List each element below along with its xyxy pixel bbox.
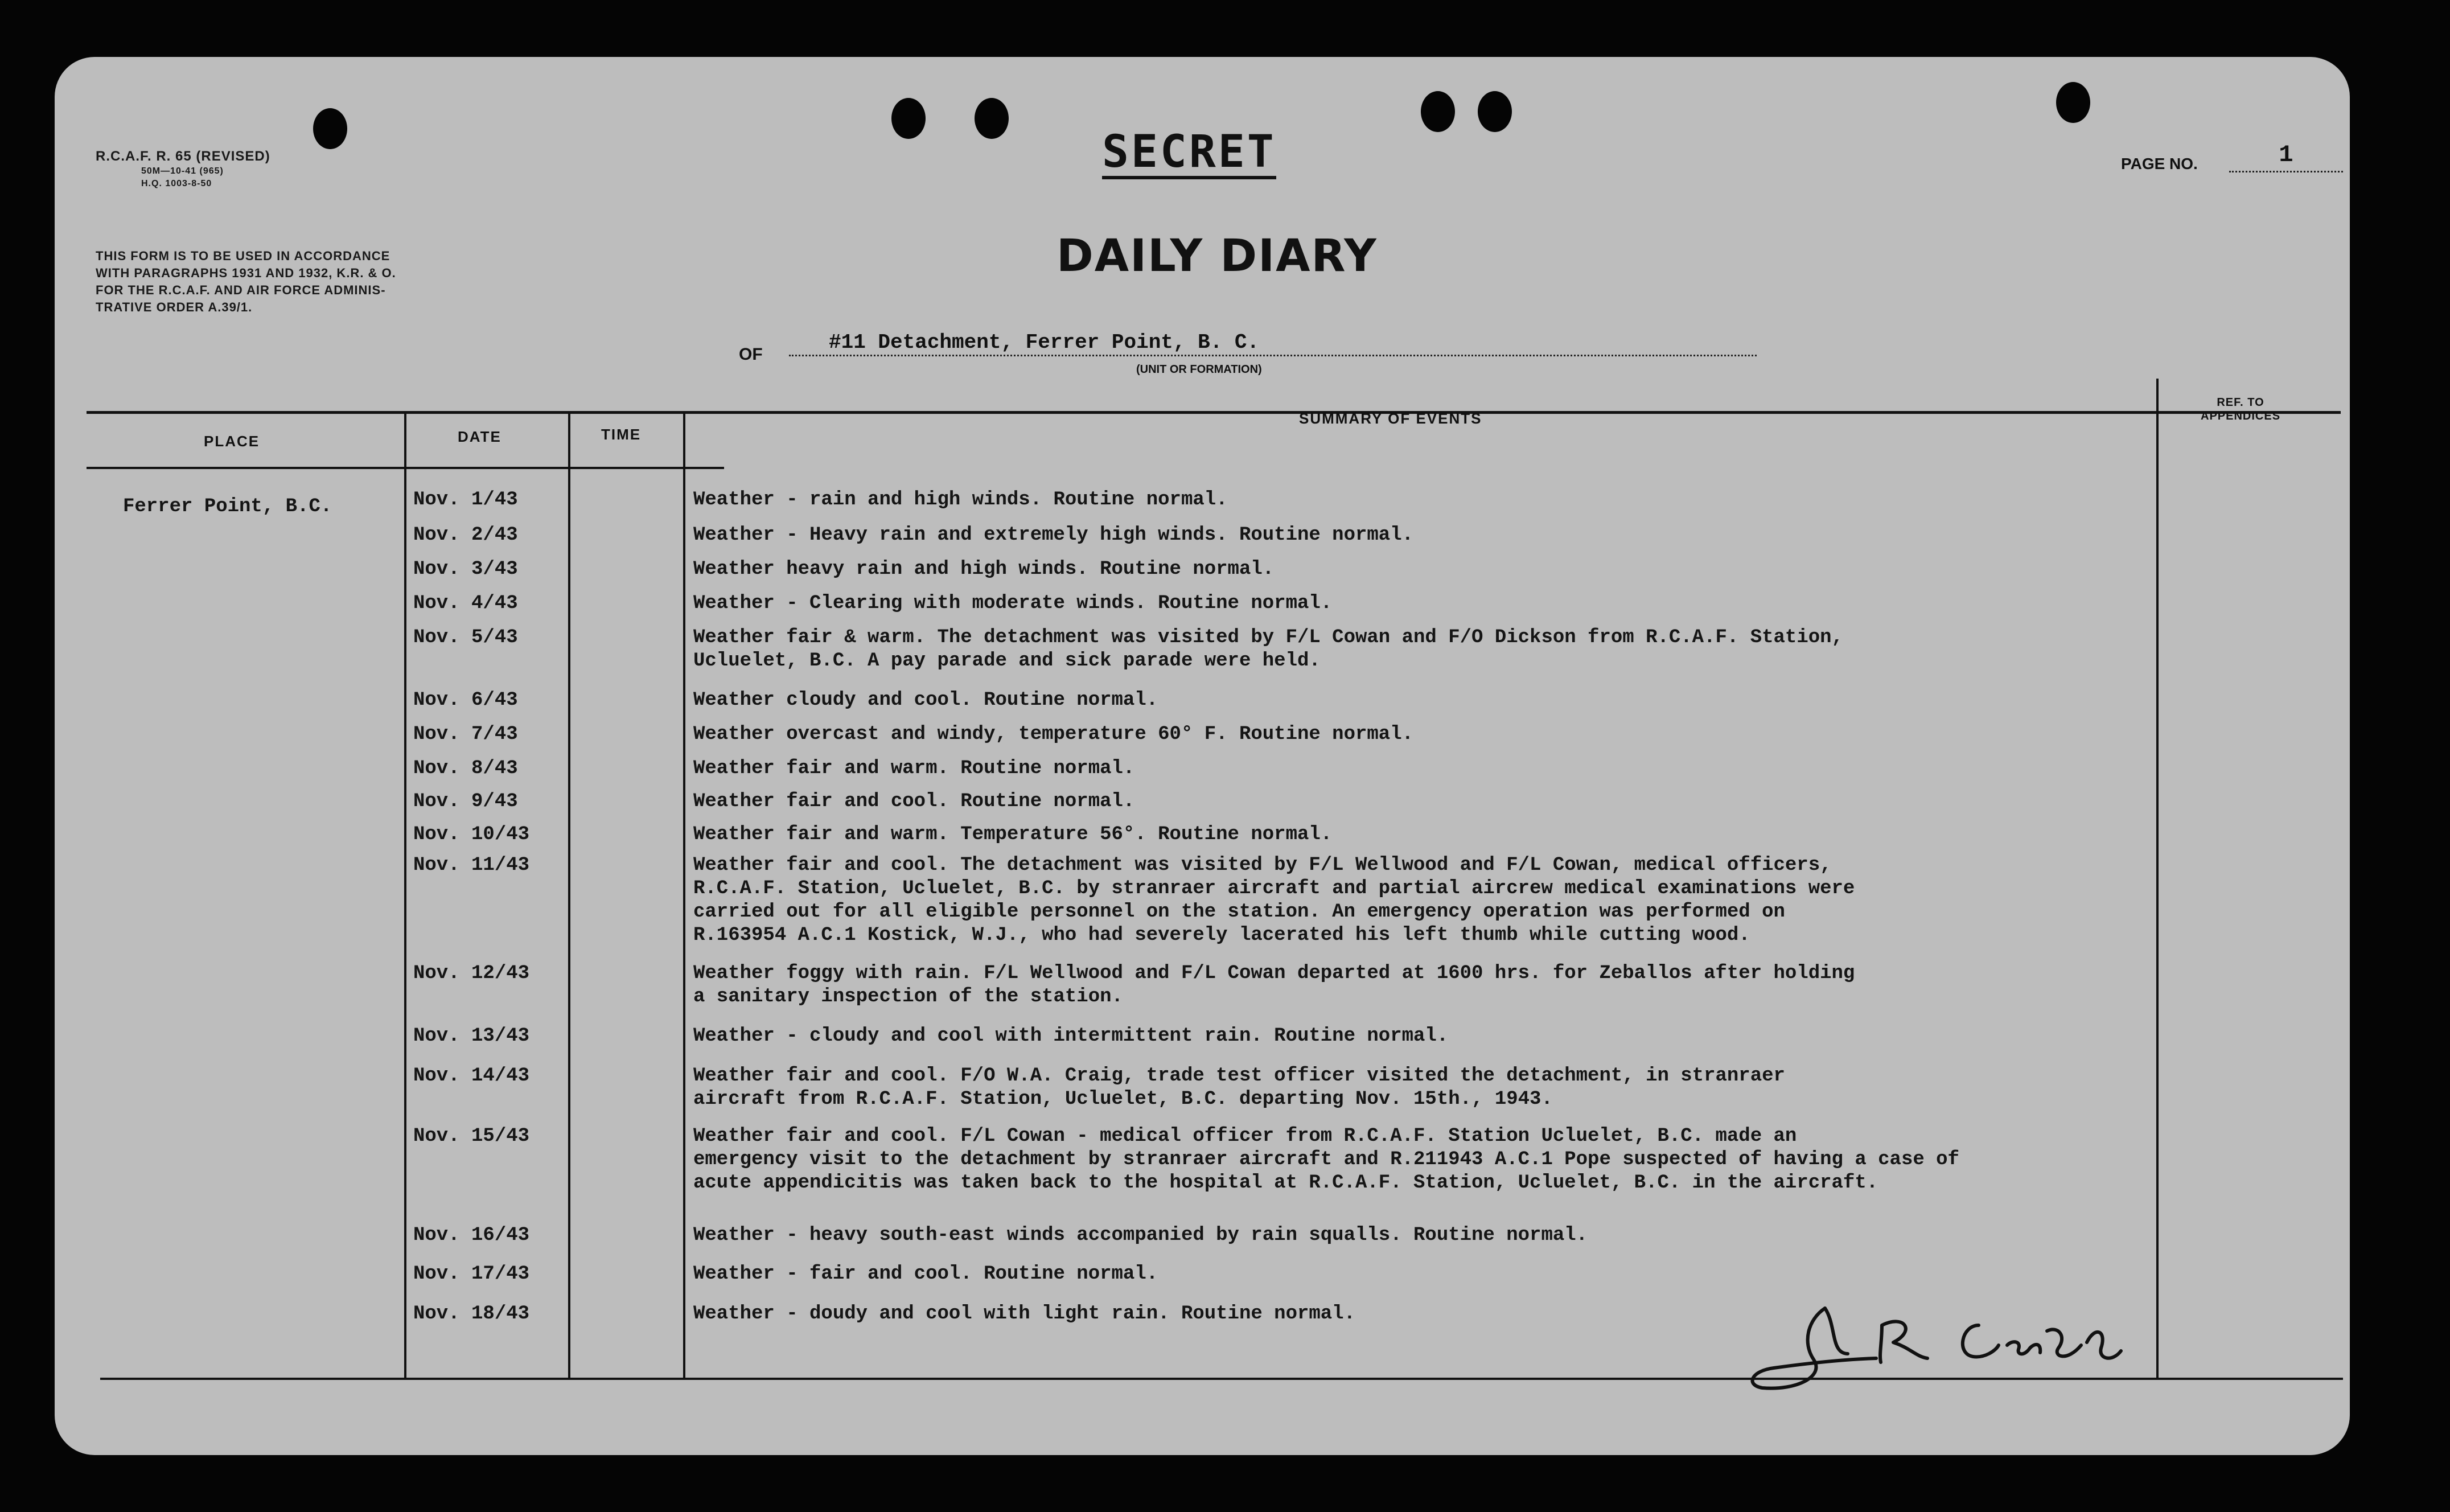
column-divider (683, 413, 685, 1378)
entry-date: Nov. 11/43 (413, 854, 530, 876)
form-code (96, 148, 270, 190)
instruction-line: WITH PARAGRAPHS 1931 AND 1932, K.R. & O. (96, 266, 396, 280)
diary-form-card (55, 57, 2350, 1455)
entry-line: Weather fair & warm. The detachment was visited by F/L Cowan and F/O Dickson from R.C.A.F. Station, (693, 627, 1843, 648)
appendices-header-line: REF. TO (2217, 396, 2264, 409)
place-cell: Ferrer Point, B.C. (123, 496, 332, 517)
column-header-time: TIME (601, 426, 642, 443)
punch-hole (313, 108, 347, 149)
entry-line: acute appendicitis was taken back to the hospital at R.C.A.F. Station, Ucluelet, B.C. in the aircraft. (693, 1172, 1878, 1194)
punch-hole (1478, 91, 1512, 132)
entry-line: carried out for all eligible personnel on the station. An emergency operation was performed on (693, 901, 1785, 923)
entry-date: Nov. 8/43 (413, 758, 518, 779)
entry-date: Nov. 3/43 (413, 558, 518, 580)
entry-line: Weather - heavy south-east winds accompanied by rain squalls. Routine normal. (693, 1225, 1588, 1246)
entry-date: Nov. 7/43 (413, 724, 518, 745)
form-code-line: H.Q. 1003-8-50 (141, 179, 212, 188)
entry-line: Weather - rain and high winds. Routine normal. (693, 489, 1228, 511)
page-number-label: PAGE NO. (2121, 155, 2198, 172)
appendices-header-line: APPENDICES (2201, 410, 2281, 422)
entry-line: Weather fair and cool. F/L Cowan - medical officer from R.C.A.F. Station Ucluelet, B.C. made an (693, 1125, 1797, 1147)
entry-date: Nov. 18/43 (413, 1303, 530, 1325)
column-header-summary: SUMMARY OF EVENTS (1299, 410, 1482, 427)
entry-date: Nov. 13/43 (413, 1025, 530, 1047)
entry-date: Nov. 6/43 (413, 689, 518, 711)
instruction-line: TRATIVE ORDER A.39/1. (96, 300, 253, 314)
entry-line: emergency visit to the detachment by stranraer aircraft and R.211943 A.C.1 Pope suspected of having a case of (693, 1149, 1959, 1170)
entry-line: Weather foggy with rain. F/L Wellwood and F/L Cowan departed at 1600 hrs. for Zeballos after holding (693, 963, 1855, 984)
entry-line: Weather - fair and cool. Routine normal. (693, 1263, 1158, 1285)
form-instructions (96, 248, 396, 316)
entry-date: Nov. 9/43 (413, 791, 518, 812)
instruction-line: FOR THE R.C.A.F. AND AIR FORCE ADMINIS- (96, 283, 386, 297)
entry-line: Weather heavy rain and high winds. Routine normal. (693, 558, 1275, 580)
entry-date: Nov. 5/43 (413, 627, 518, 648)
punch-hole (891, 98, 926, 139)
entry-line: Weather fair and cool. Routine normal. (693, 791, 1135, 812)
entry-date: Nov. 2/43 (413, 524, 518, 546)
form-code-line: 50M—10-41 (965) (141, 166, 224, 176)
entry-date: Nov. 1/43 (413, 489, 518, 511)
entry-date: Nov. 10/43 (413, 824, 530, 845)
handwritten-signature (1740, 1291, 2149, 1405)
entry-line: Weather - doudy and cool with light rain. Routine normal. (693, 1303, 1355, 1325)
entry-line: Weather - Heavy rain and extremely high winds. Routine normal. (693, 524, 1414, 546)
column-divider (404, 413, 406, 1378)
entry-date: Nov. 12/43 (413, 963, 530, 984)
punch-hole (1421, 91, 1455, 132)
entry-line: Weather fair and cool. F/O W.A. Craig, trade test officer visited the detachment, in stranraer (693, 1065, 1785, 1087)
column-header-date: DATE (458, 428, 501, 445)
entry-line: Weather cloudy and cool. Routine normal. (693, 689, 1158, 711)
form-code-line: R.C.A.F. R. 65 (REVISED) (96, 149, 270, 164)
unit-caption: (UNIT OR FORMATION) (1136, 363, 1262, 376)
entry-date: Nov. 17/43 (413, 1263, 530, 1285)
unit-of-label: OF (739, 345, 763, 364)
column-divider (568, 413, 570, 1378)
column-header-appendices (2201, 396, 2280, 423)
entry-line: Weather overcast and windy, temperature 60° F. Routine normal. (693, 724, 1414, 745)
page-number-value: 1 (2229, 141, 2343, 172)
entry-line: R.C.A.F. Station, Ucluelet, B.C. by stranraer aircraft and partial aircrew medical examinations were (693, 878, 1855, 899)
entry-date: Nov. 16/43 (413, 1225, 530, 1246)
entry-date: Nov. 4/43 (413, 593, 518, 614)
classification-stamp: SECRET (1102, 128, 1276, 179)
entry-line: aircraft from R.C.A.F. Station, Ucluelet, B.C. departing Nov. 15th., 1943. (693, 1088, 1553, 1110)
entry-line: Ucluelet, B.C. A pay parade and sick parade were held. (693, 650, 1321, 672)
entry-line: Weather fair and warm. Temperature 56°. Routine normal. (693, 824, 1333, 845)
entry-line: Weather - Clearing with moderate winds. Routine normal. (693, 593, 1333, 614)
unit-name: #11 Detachment, Ferrer Point, B. C. (789, 331, 1757, 356)
entry-line: Weather fair and warm. Routine normal. (693, 758, 1135, 779)
entry-line: Weather fair and cool. The detachment was visited by F/L Wellwood and F/L Cowan, medical officers, (693, 854, 1832, 876)
entry-line: a sanitary inspection of the station. (693, 986, 1123, 1008)
entry-date: Nov. 15/43 (413, 1125, 530, 1147)
punch-hole (975, 98, 1009, 139)
entry-line: Weather - cloudy and cool with intermittent rain. Routine normal. (693, 1025, 1449, 1047)
table-top-rule (87, 411, 2341, 414)
entry-line: R.163954 A.C.1 Kostick, W.J., who had severely lacerated his left thumb while cutting wood. (693, 925, 1750, 946)
entry-date: Nov. 14/43 (413, 1065, 530, 1087)
column-divider (2156, 379, 2159, 1378)
punch-hole (2056, 82, 2090, 123)
instruction-line: THIS FORM IS TO BE USED IN ACCORDANCE (96, 249, 390, 263)
page-title: DAILY DIARY (1057, 231, 1378, 282)
column-header-place: PLACE (204, 433, 260, 450)
